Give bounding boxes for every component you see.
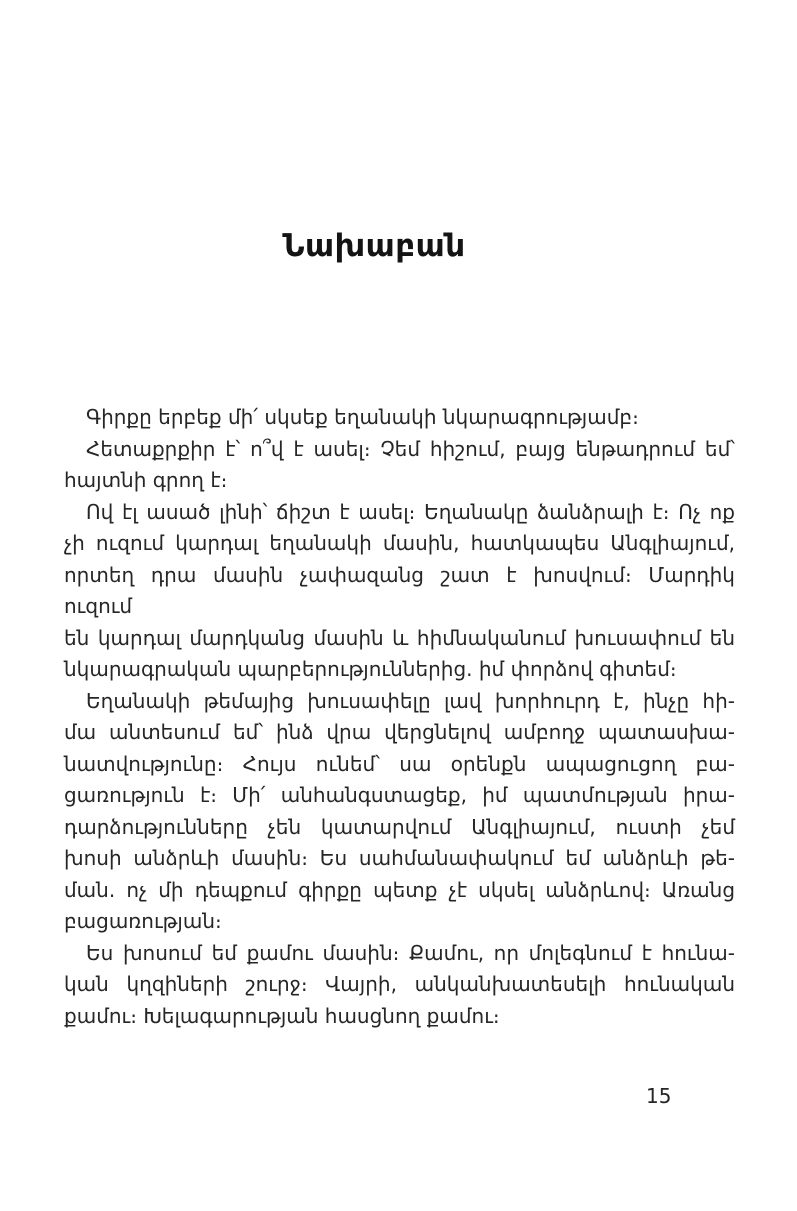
paragraph bbox=[64, 686, 735, 938]
text-line: Եղանակի թեմայից խուսափելը լավ խորհուրդ է, ինչը հի- bbox=[86, 688, 735, 713]
chapter-title: Նախաբան bbox=[282, 228, 466, 264]
text-line: մա անտեսում եմ՝ ինձ վրա վերցնելով ամբողջ պատասխա- bbox=[64, 720, 735, 744]
paragraph bbox=[64, 938, 735, 1033]
text-line: չի ուզում կարդալ եղանակի մասին, հատկապես Անգլիայում, bbox=[64, 531, 735, 555]
paragraph bbox=[64, 497, 735, 686]
body-text bbox=[64, 402, 735, 1032]
paragraph bbox=[64, 402, 735, 434]
text-line: նկարագրական պարբերություններից. իմ փորձով գիտեմ։ bbox=[64, 657, 677, 681]
text-line: քամու։ Խելագարության հասցնող քամու։ bbox=[64, 1003, 500, 1028]
text-line: են կարդալ մարդկանց մասին և հիմնականում խուսափում են bbox=[64, 625, 735, 650]
text-line: որտեղ դրա մասին չափազանց շատ է խոսվում։ Մարդիկ ուզում bbox=[64, 562, 735, 618]
text-line: ման. ոչ մի դեպքում գիրքը պետք չէ սկսել անձրևով։ Առանց bbox=[64, 877, 735, 902]
page-number: 15 bbox=[646, 1084, 672, 1108]
paragraph bbox=[64, 434, 735, 497]
text-line: կան կղզիների շուրջ։ Վայրի, անկանխատեսելի հունական bbox=[64, 972, 735, 996]
text-line: հայտնի գրող է։ bbox=[64, 468, 228, 492]
text-line: Ես խոսում եմ քամու մասին։ Քամու, որ մոլեգնում է հունա- bbox=[86, 940, 735, 965]
text-line: նատվությունը։ Հույս ունեմ՝ սա օրենքն ապացուցող բա- bbox=[64, 751, 735, 776]
text-line: բացառության։ bbox=[64, 909, 222, 933]
text-line: Գիրքը երբեք մի՛ սկսեք եղանակի նկարագրությամբ։ bbox=[86, 405, 639, 429]
text-line: Հետաքրքիր է՝ ո՞վ է ասել։ Չեմ հիշում, բայց ենթադրում եմ՝ bbox=[86, 436, 735, 461]
text-line: Ով էլ ասած լինի՝ ճիշտ է ասել։ Եղանակը ձանձրալի է։ Ոչ ոք bbox=[86, 499, 735, 524]
text-line: խոսի անձրևի մասին։ Ես սահմանափակում եմ անձրևի թե- bbox=[64, 846, 735, 870]
text-line: դարձությունները չեն կատարվում Անգլիայում, ուստի չեմ bbox=[64, 814, 735, 839]
text-line: ցառություն է։ Մի՛ անհանգստացեք, իմ պատմության իրա- bbox=[64, 783, 735, 807]
